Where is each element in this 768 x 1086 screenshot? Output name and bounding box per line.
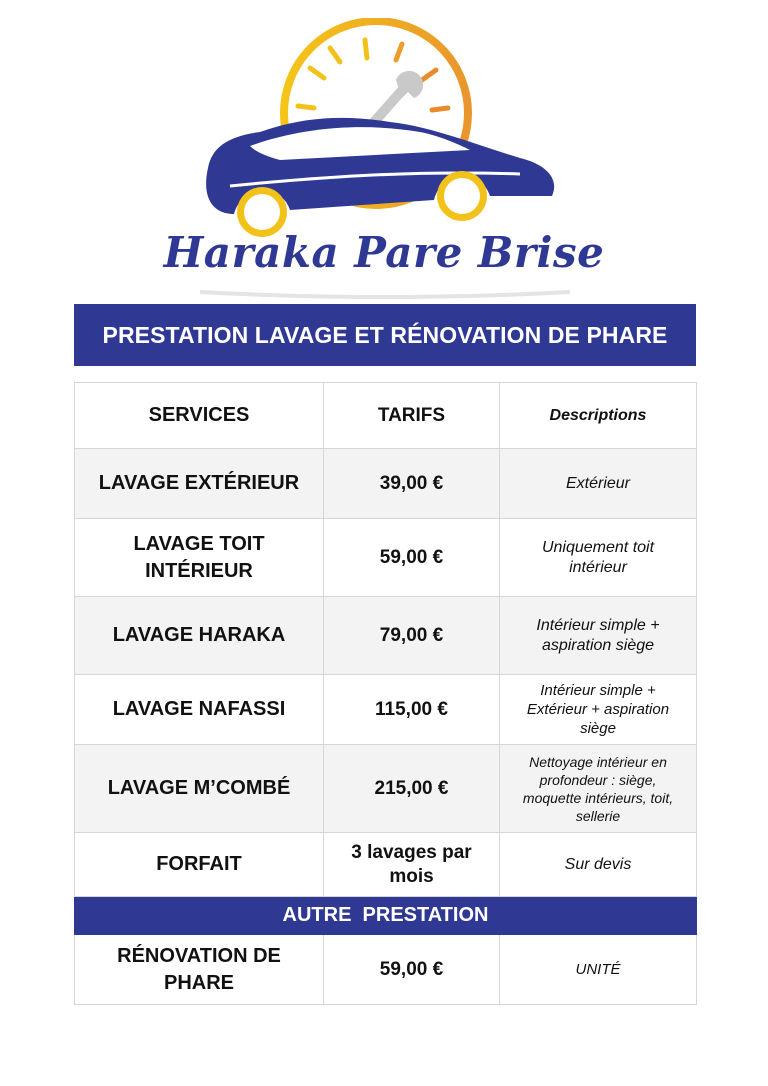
table-row	[75, 675, 697, 745]
service-name: LAVAGE NAFASSI	[75, 675, 324, 745]
service-price: 39,00 €	[324, 449, 500, 519]
header-descriptions: Descriptions	[500, 383, 697, 449]
price-table	[74, 382, 697, 1005]
section-header-row	[75, 897, 697, 935]
service-name: FORFAIT	[75, 833, 324, 897]
service-price: 79,00 €	[324, 597, 500, 675]
table-row	[75, 745, 697, 833]
table-row	[75, 833, 697, 897]
header-services: SERVICES	[75, 383, 324, 449]
service-description: Uniquement toit intérieur	[500, 519, 697, 597]
header-tarifs: TARIFS	[324, 383, 500, 449]
car-icon	[206, 118, 554, 237]
service-name: RÉNOVATION DE PHARE	[75, 935, 324, 1005]
service-price: 59,00 €	[324, 519, 500, 597]
page-title: PRESTATION LAVAGE ET RÉNOVATION DE PHARE	[74, 304, 696, 366]
service-name: LAVAGE TOIT INTÉRIEUR	[75, 519, 324, 597]
service-description: Intérieur simple + aspiration siège	[500, 597, 697, 675]
table-row	[75, 935, 697, 1005]
section-title: AUTRE PRESTATION	[75, 897, 697, 935]
service-description: UNITÉ	[500, 935, 697, 1005]
table-row	[75, 449, 697, 519]
table-row	[75, 597, 697, 675]
service-name: LAVAGE M’COMBÉ	[75, 745, 324, 833]
table-header-row	[75, 383, 697, 449]
service-price: 59,00 €	[324, 935, 500, 1005]
service-description: Sur devis	[500, 833, 697, 897]
service-price: 115,00 €	[324, 675, 500, 745]
service-description: Intérieur simple + Extérieur + aspiration siège	[500, 675, 697, 745]
service-description: Nettoyage intérieur en profondeur : siège, moquette intérieurs, toit, sellerie	[500, 745, 697, 833]
service-name: LAVAGE HARAKA	[75, 597, 324, 675]
service-price: 3 lavages par mois	[324, 833, 500, 897]
brand-name: Haraka Pare Brise	[163, 228, 605, 277]
service-price: 215,00 €	[324, 745, 500, 833]
service-description: Extérieur	[500, 449, 697, 519]
table-row	[75, 519, 697, 597]
service-name: LAVAGE EXTÉRIEUR	[75, 449, 324, 519]
